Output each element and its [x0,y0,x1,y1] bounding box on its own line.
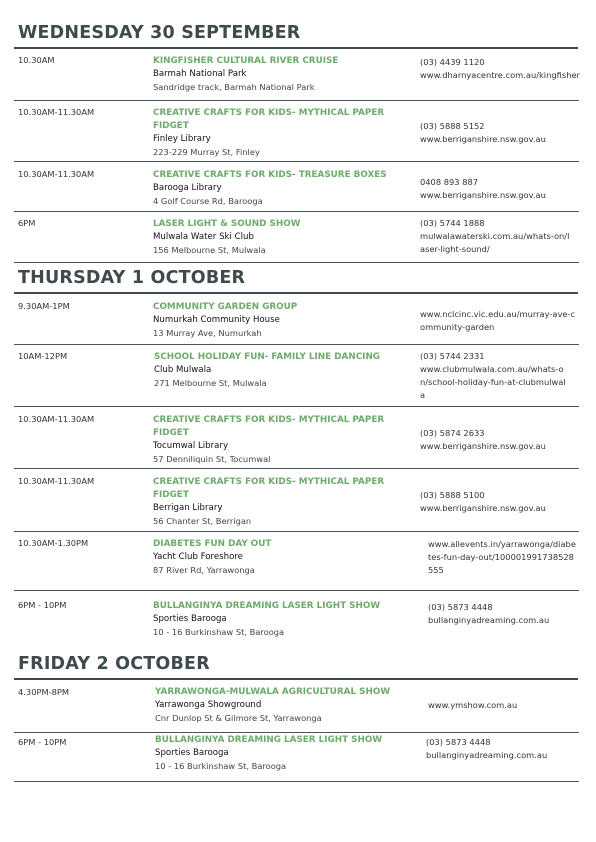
event-url[interactable]: www.clubmulwala.com.au/whats-on/school-holiday-fun-at-clubmulwala [420,364,566,400]
day-section-friday [0,652,596,680]
event-url[interactable]: www.ymshow.com.au [428,700,518,710]
event-url[interactable]: www.nclcinc.vic.edu.au/murray-ave-community-garden [420,309,576,332]
event-address: 10 - 16 Burkinshaw St, Barooga [155,761,287,771]
event-contact [420,489,580,515]
day-section-wednesday [0,21,596,49]
event-row [14,345,579,407]
day-heading: WEDNESDAY 30 SEPTEMBER [18,23,301,43]
event-row [14,469,579,532]
event-venue: Club Mulwala [154,365,212,375]
event-contact [420,308,580,334]
event-time: 10.30AM-11.30AM [18,476,95,486]
event-row [14,733,579,782]
event-url[interactable]: www.berriganshire.nsw.gov.au [420,503,546,513]
event-time: 6PM - 10PM [18,600,67,610]
event-phone: (03) 5888 5100 [420,490,485,500]
event-details [153,600,403,639]
event-details [153,414,403,466]
event-venue: Tocumwal Library [153,441,229,451]
event-time: 6PM - 10PM [18,737,67,747]
event-details [153,107,403,159]
day-heading: THURSDAY 1 OCTOBER [18,268,246,288]
event-row [14,591,579,647]
event-url[interactable]: bullanginyadreaming.com.au [426,750,548,760]
event-details [153,476,403,528]
heading-rule [14,47,578,49]
event-details [153,301,403,340]
event-url[interactable]: mulwalawaterski.com.au/whats-on/laser-light-sound/ [420,231,570,254]
event-phone: (03) 5888 5152 [420,121,485,131]
event-contact [420,217,570,256]
day-section-thursday [0,266,596,294]
event-address: Cnr Dunlop St & Gilmore St, Yarrawonga [155,713,322,723]
event-url[interactable]: bullanginyadreaming.com.au [428,615,550,625]
event-contact [420,176,580,202]
event-address: 10 - 16 Burkinshaw St, Barooga [153,627,285,637]
event-address: 87 River Rd, Yarrawonga [153,565,255,575]
event-venue: Barooga Library [153,183,222,193]
event-name: CREATIVE CRAFTS FOR KIDS- MYTHICAL PAPER FIDGET [153,477,385,500]
event-time: 9.30AM-1PM [18,301,70,311]
event-time: 4.30PM-8PM [18,687,70,697]
event-url[interactable]: www.berriganshire.nsw.gov.au [420,134,546,144]
event-phone: (03) 4439 1120 [420,57,485,67]
event-venue: Sporties Barooga [155,748,229,758]
event-address: 271 Melbourne St, Mulwala [154,378,267,388]
event-phone: (03) 5873 4448 [428,602,493,612]
event-venue: Berrigan Library [153,503,223,513]
event-time: 10.30AM-1.30PM [18,538,89,548]
event-name: BULLANGINYA DREAMING LASER LIGHT SHOW [153,601,381,611]
event-contact [420,350,570,402]
event-venue: Yarrawonga Showground [155,700,262,710]
event-time: 10.30AM-11.30AM [18,414,95,424]
event-time: 6PM [18,218,36,228]
event-venue: Finley Library [153,134,211,144]
event-contact [420,56,580,82]
event-details [155,686,405,725]
event-time: 10.30AM-11.30AM [18,169,95,179]
day-heading: FRIDAY 2 OCTOBER [18,654,210,674]
event-venue: Mulwala Water Ski Club [153,232,254,242]
event-name: SCHOOL HOLIDAY FUN- FAMILY LINE DANCING [154,352,381,362]
event-name: YARRAWONGA-MULWALA AGRICULTURAL SHOW [155,687,391,697]
event-address: Sandridge track, Barmah National Park [153,82,315,92]
event-address: 156 Melbourne St, Mulwala [153,245,266,255]
event-address: 56 Chanter St, Berrigan [153,516,252,526]
event-details [153,218,403,257]
event-name: DIABETES FUN DAY OUT [153,539,272,549]
event-address: 13 Murray Ave, Numurkah [153,328,262,338]
event-row [14,407,579,469]
event-url[interactable]: www.allevents.in/yarrawonga/diabetes-fun-day-out/100001991738528555 [428,539,576,575]
event-name: KINGFISHER CULTURAL RIVER CRUISE [153,56,339,66]
event-row [14,55,579,101]
event-url[interactable]: www.dharnyacentre.com.au/kingfisher [420,70,580,80]
event-phone: (03) 5873 4448 [426,737,491,747]
event-venue: Sporties Barooga [153,614,227,624]
event-name: CREATIVE CRAFTS FOR KIDS- MYTHICAL PAPER FIDGET [153,415,385,438]
event-url[interactable]: www.berriganshire.nsw.gov.au [420,441,546,451]
event-venue: Yacht Club Foreshore [153,552,243,562]
event-details [153,55,403,94]
event-details [153,169,403,208]
event-address: 57 Denniliquin St, Tocumwal [153,454,271,464]
event-address: 223-229 Murray St, Finley [153,147,260,157]
event-row [14,101,579,162]
event-contact [428,699,588,712]
event-phone: (03) 5744 1888 [420,218,485,228]
event-row [14,212,579,263]
event-contact [428,538,578,577]
event-name: CREATIVE CRAFTS FOR KIDS- MYTHICAL PAPER FIDGET [153,108,385,131]
event-contact [420,427,580,453]
event-address: 4 Golf Course Rd, Barooga [153,196,263,206]
event-venue: Numurkah Community House [153,315,280,325]
event-contact [428,601,588,627]
event-venue: Barmah National Park [153,69,247,79]
event-name: COMMUNITY GARDEN GROUP [153,302,298,312]
heading-rule [14,678,578,680]
event-phone: (03) 5874 2633 [420,428,485,438]
event-row [14,532,579,591]
event-details [155,734,405,773]
event-contact [426,736,586,762]
event-url[interactable]: www.berriganshire.nsw.gov.au [420,190,546,200]
event-name: LASER LIGHT & SOUND SHOW [153,219,301,229]
heading-rule [14,292,578,294]
event-phone: (03) 5744 2331 [420,351,485,361]
event-phone: 0408 893 887 [420,177,479,187]
event-row [14,162,579,212]
event-time: 10AM-12PM [18,351,68,361]
event-time: 10.30AM-11.30AM [18,107,95,117]
event-name: BULLANGINYA DREAMING LASER LIGHT SHOW [155,735,383,745]
event-row [14,685,579,733]
event-contact [420,120,580,146]
event-time: 10.30AM [18,55,55,65]
event-row [14,300,579,345]
event-name: CREATIVE CRAFTS FOR KIDS- TREASURE BOXES [153,170,387,180]
event-details [153,538,403,577]
event-details [154,351,404,390]
